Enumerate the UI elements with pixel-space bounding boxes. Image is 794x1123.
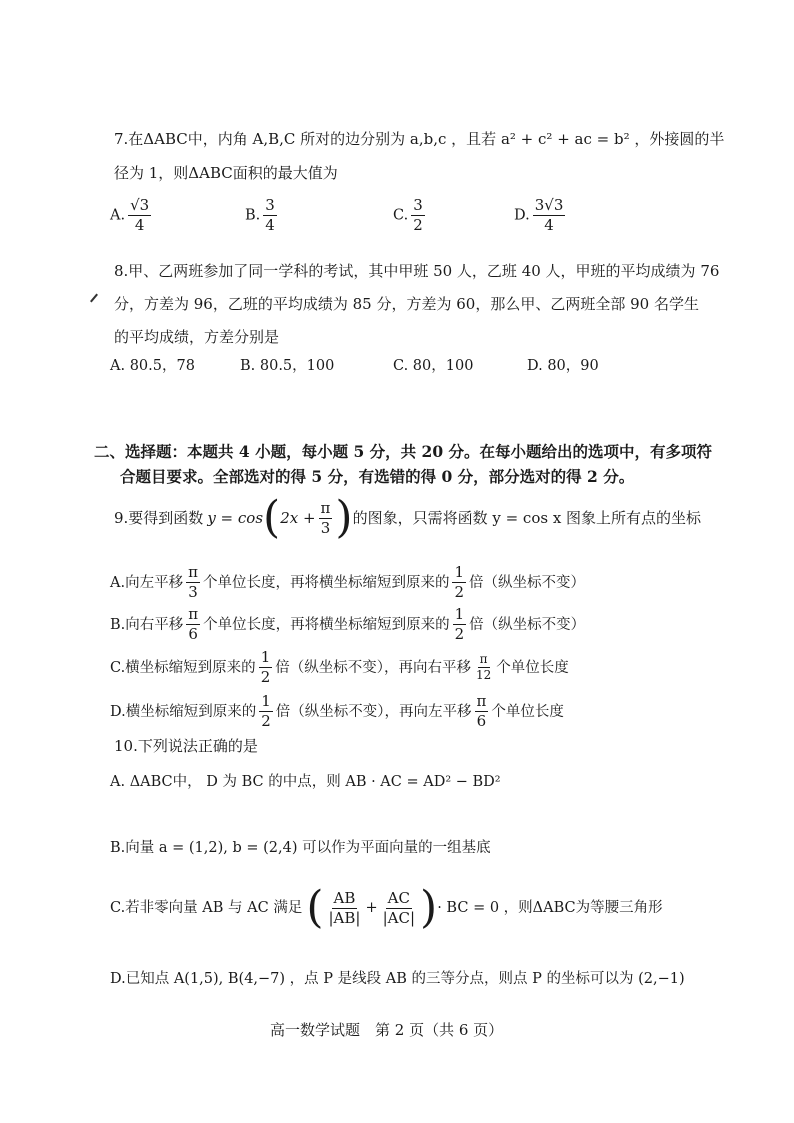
q10-option-c: C.若非零向量 AB 与 AC 满足 ( $\frac{AB}{|AB|}$ + $\frac{AC}{|AC|}$ ) · BC = 0 ，则ΔABC为等腰三角形 (110, 882, 663, 933)
page-footer: 高一数学试题 第 2 页（共 6 页） (270, 1021, 504, 1039)
q9-option-d: D.横坐标缩短到原来的 $\frac{1}{2}$ 倍（纵坐标不变），再向左平移 $\frac{\pi}{6}$ 个单位长度 (110, 692, 564, 730)
q7-line2: 径为 1，则ΔABC面积的最大值为 (114, 164, 338, 182)
section-heading-line2: 合题目要求。全部选对的得 5 分，有选错的得 0 分，部分选对的得 2 分。 (120, 467, 635, 486)
q7-line1: 7.在ΔABC中，内角 A,B,C 所对的边分别为 a,b,c ，且若 a² + c² + ac = b² ，外接圆的半 (114, 130, 725, 148)
q9-stem: 9.要得到函数 y = cos ( 2x + $\frac{\pi}{3}$ ) 的图象，只需将函数 y = cos x 图象上所有点的坐标 (114, 492, 702, 543)
q10-option-b: B.向量 a = (1,2), b = (2,4) 可以作为平面向量的一组基底 (110, 840, 491, 856)
q10-option-a: A. ΔABC中， D 为 BC 的中点，则 AB · AC = AD² − BD² (110, 774, 501, 790)
q8-option-c: C. 80，100 (393, 358, 474, 374)
q9-option-c: C.横坐标缩短到原来的 $\frac{1}{2}$ 倍（纵坐标不变），再向右平移 $\frac{\pi}{12}$ 个单位长度 (110, 648, 569, 686)
q8-line1: 8.甲、乙两班参加了同一学科的考试，其中甲班 50 人，乙班 40 人，甲班的平均成绩为 76 (114, 262, 720, 280)
q10-option-d: D.已知点 A(1,5), B(4,−7) ，点 P 是线段 AB 的三等分点，则点 P 的坐标可以为 (2,−1) (110, 971, 685, 987)
q7-option-b: B. $\frac{3}{4}$ (245, 196, 275, 234)
q8-option-a: A. 80.5，78 (110, 358, 195, 374)
pen-mark (90, 294, 98, 303)
q10-stem: 10.下列说法正确的是 (114, 737, 258, 755)
q8-line2: 分，方差为 96，乙班的平均成绩为 85 分，方差为 60，那么甲、乙两班全部 90 名学生 (114, 295, 699, 313)
q8-option-d: D. 80，90 (527, 358, 599, 374)
q7-option-d: D. $\frac{3√3}{4}$ (514, 196, 564, 234)
q9-option-a: A.向左平移 $\frac{\pi}{3}$ 个单位长度，再将横坐标缩短到原来的 $\frac{1}{2}$ 倍（纵坐标不变） (110, 563, 585, 601)
q9-option-b: B.向右平移 $\frac{\pi}{6}$ 个单位长度，再将横坐标缩短到原来的 $\frac{1}{2}$ 倍（纵坐标不变） (110, 605, 586, 643)
q7-option-c: C. $\frac{3}{2}$ (393, 196, 423, 234)
q7-option-a: A. $\frac{√3}{4}$ (110, 196, 150, 234)
q8-option-b: B. 80.5，100 (240, 358, 335, 374)
q8-line3: 的平均成绩，方差分别是 (114, 328, 280, 346)
section-heading-line1: 二、选择题：本题共 4 小题，每小题 5 分，共 20 分。在每小题给出的选项中，有多项符 (94, 442, 713, 461)
